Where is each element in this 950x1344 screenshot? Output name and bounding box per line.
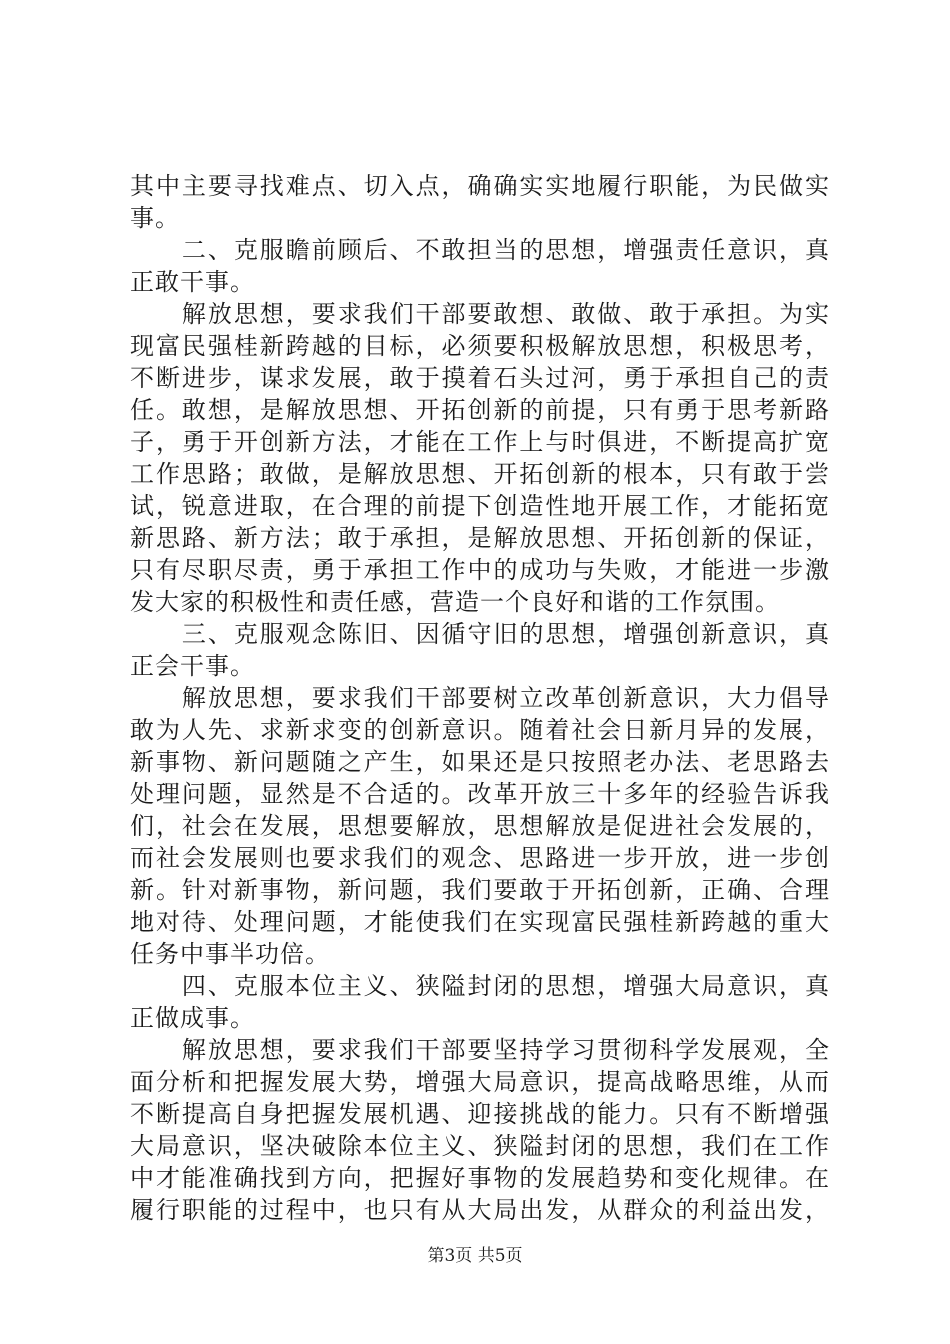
text-line: 正敢干事。 <box>130 268 255 296</box>
text-line: 新。针对新事物，新问题，我们要敢于开拓创新，正确、合理 <box>130 876 830 904</box>
text-line: 其中主要寻找难点、切入点，确确实实地履行职能，为民做实 <box>130 172 830 200</box>
text-line: 试，锐意进取，在合理的前提下创造性地开展工作，才能拓宽 <box>130 492 830 520</box>
text-line: 不断提高自身把握发展机遇、迎接挑战的能力。只有不断增强 <box>130 1100 830 1128</box>
text-line: 二、克服瞻前顾后、不敢担当的思想，增强责任意识，真 <box>130 236 830 264</box>
text-line: 新思路、新方法；敢于承担，是解放思想、开拓创新的保证， <box>130 524 830 552</box>
body-text <box>130 170 830 1226</box>
text-line: 工作思路；敢做，是解放思想、开拓创新的根本，只有敢于尝 <box>130 460 830 488</box>
text-line: 四、克服本位主义、狭隘封闭的思想，增强大局意识，真 <box>130 972 830 1000</box>
text-line: 任。敢想，是解放思想、开拓创新的前提，只有勇于思考新路 <box>130 396 830 424</box>
text-line: 三、克服观念陈旧、因循守旧的思想，增强创新意识，真 <box>130 620 830 648</box>
text-line: 面分析和把握发展大势，增强大局意识，提高战略思维，从而 <box>130 1068 830 1096</box>
text-line: 处理问题，显然是不合适的。改革开放三十多年的经验告诉我 <box>130 780 830 808</box>
text-line: 解放思想，要求我们干部要坚持学习贯彻科学发展观，全 <box>130 1036 830 1064</box>
text-line: 任务中事半功倍。 <box>130 940 330 968</box>
text-line: 解放思想，要求我们干部要敢想、敢做、敢于承担。为实 <box>130 300 830 328</box>
text-line: 事。 <box>130 204 180 232</box>
text-line: 地对待、处理问题，才能使我们在实现富民强桂新跨越的重大 <box>130 908 830 936</box>
text-line: 中才能准确找到方向，把握好事物的发展趋势和变化规律。在 <box>130 1164 830 1192</box>
page-footer: 第3页 共5页 <box>427 1246 523 1266</box>
text-line: 子，勇于开创新方法，才能在工作上与时俱进，不断提高扩宽 <box>130 428 830 456</box>
text-line: 履行职能的过程中，也只有从大局出发，从群众的利益出发， <box>130 1196 830 1224</box>
text-line: 发大家的积极性和责任感，营造一个良好和谐的工作氛围。 <box>130 588 780 616</box>
text-line: 而社会发展则也要求我们的观念、思路进一步开放，进一步创 <box>130 844 830 872</box>
text-line: 解放思想，要求我们干部要树立改革创新意识，大力倡导 <box>130 684 830 712</box>
text-line: 新事物、新问题随之产生，如果还是只按照老办法、老思路去 <box>130 748 830 776</box>
text-line: 不断进步，谋求发展，敢于摸着石头过河，勇于承担自己的责 <box>130 364 830 392</box>
text-line: 正会干事。 <box>130 652 255 680</box>
text-line: 大局意识，坚决破除本位主义、狭隘封闭的思想，我们在工作 <box>130 1132 830 1160</box>
text-line: 敢为人先、求新求变的创新意识。随着社会日新月异的发展， <box>130 716 830 744</box>
text-line: 正做成事。 <box>130 1004 255 1032</box>
text-line: 们，社会在发展，思想要解放，思想解放是促进社会发展的， <box>130 812 830 840</box>
text-line: 现富民强桂新跨越的目标，必须要积极解放思想，积极思考， <box>130 332 830 360</box>
text-line: 只有尽职尽责，勇于承担工作中的成功与失败，才能进一步激 <box>130 556 830 584</box>
